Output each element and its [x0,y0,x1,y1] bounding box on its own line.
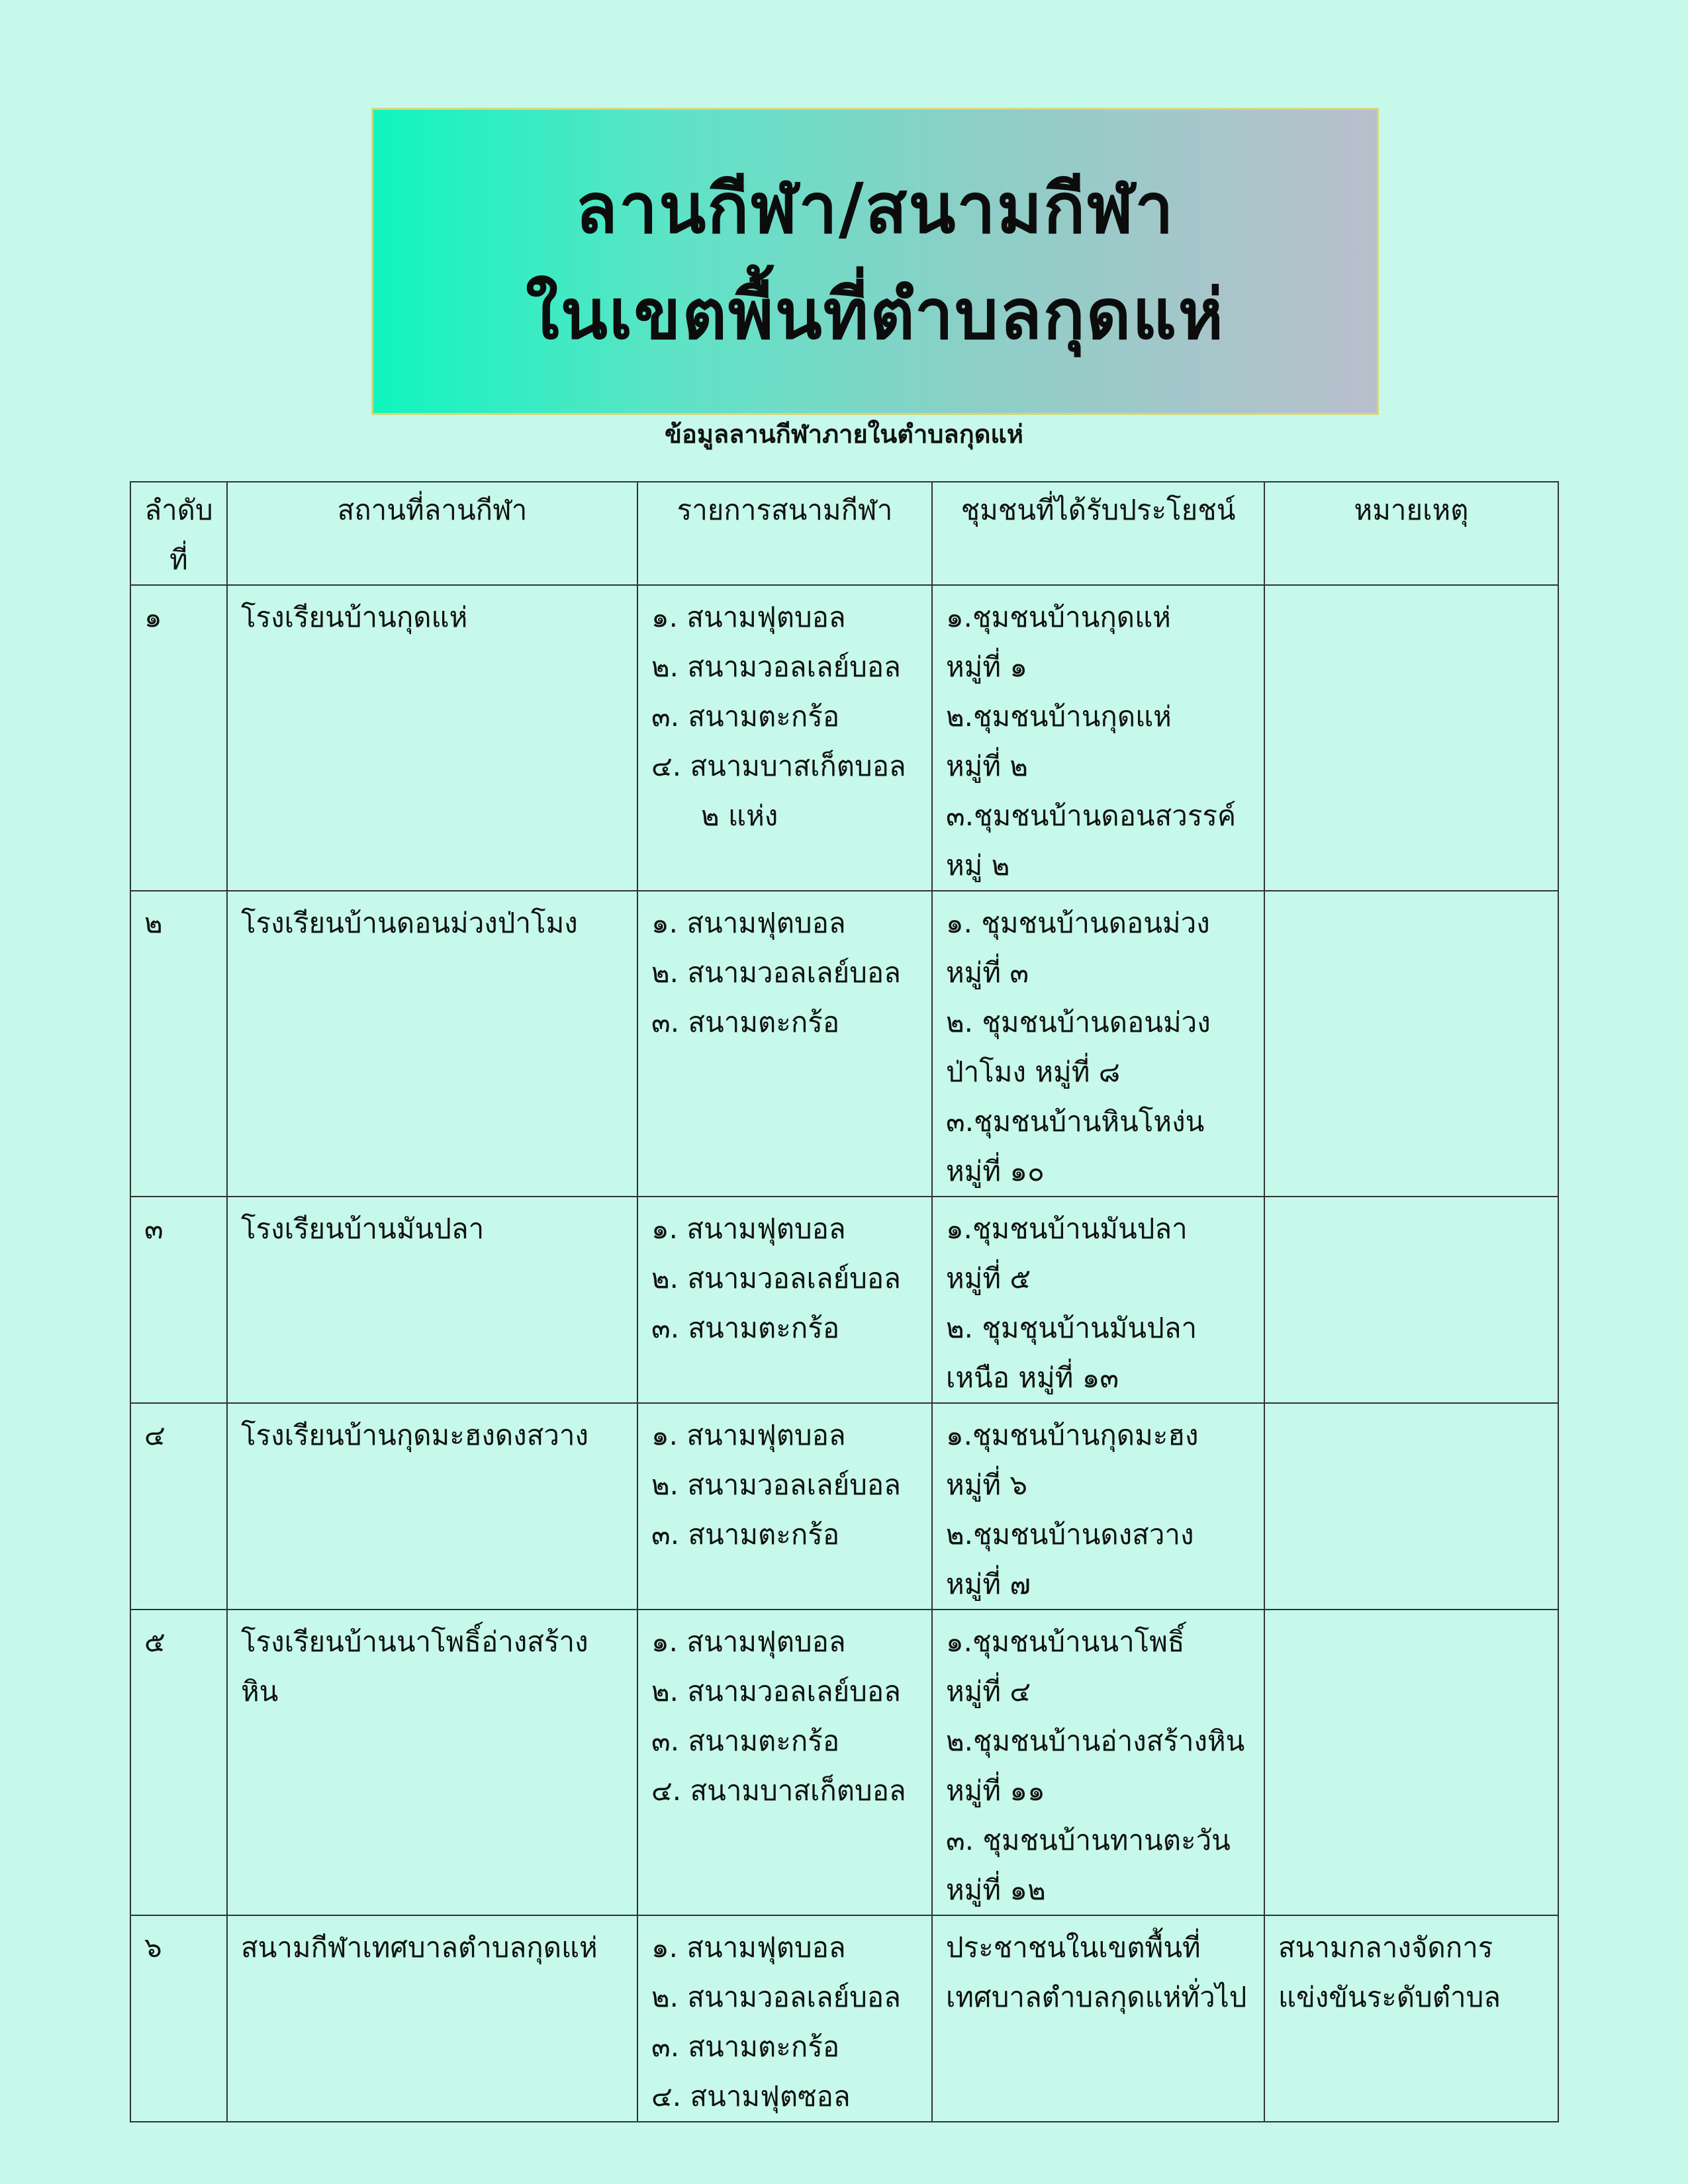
field-item: ๔. สนามบาสเก็ตบอล [651,750,906,782]
community-line: ๑.ชุมชนบ้านมันปลา [946,1212,1188,1245]
community-line: หมู่ที่ ๑๑ [946,1774,1045,1807]
community-line: ๑. ชุมชนบ้านดอนม่วง [946,907,1210,939]
remark-line: สนามกลางจัดการ [1278,1931,1493,1964]
cell-fields [637,1197,932,1403]
header-place: สถานที่ลานกีฬา [227,482,637,585]
field-item: ๓. สนามตะกร้อ [651,2030,840,2063]
header-remark: หมายเหตุ [1264,482,1558,585]
field-item: ๒. สนามวอลเลย์บอล [651,956,901,989]
community-line: ๒. ชุมชนบ้านดอนม่วง [946,1006,1211,1038]
cell-place: โรงเรียนบ้านมันปลา [227,1197,637,1403]
cell-no: ๓ [130,1197,227,1403]
cell-communities [932,1610,1264,1915]
sports-fields-table [130,481,1559,2122]
community-line: ๒. ชุมชุนบ้านมันปลา [946,1312,1197,1344]
cell-place: โรงเรียนบ้านกุดแห่ [227,585,637,891]
table-caption: ข้อมูลลานกีฬาภายในตำบลกุดแห่ [665,420,1023,449]
community-line: หมู่ที่ ๕ [946,1262,1031,1295]
table-row [130,1610,1558,1915]
cell-remark [1264,1403,1558,1610]
cell-remark [1264,1610,1558,1915]
cell-remark [1264,1915,1558,2122]
field-item: ๑. สนามฟุตบอล [651,1625,846,1658]
cell-fields [637,1403,932,1610]
table-header-row [130,482,1558,585]
cell-no: ๑ [130,585,227,891]
cell-place: สนามกีฬาเทศบาลตำบลกุดแห่ [227,1915,637,2122]
cell-remark [1264,585,1558,891]
community-line: ป่าโมง หมู่ที่ ๘ [946,1056,1121,1088]
community-line: เหนือ หมู่ที่ ๑๓ [946,1361,1119,1394]
community-line: ๒.ชุมชนบ้านอ่างสร้างหิน [946,1725,1245,1757]
field-item: ๒ แห่ง [701,799,778,832]
community-line: ๒.ชุมชนบ้านดงสวาง [946,1518,1194,1551]
cell-communities [932,1915,1264,2122]
cell-fields [637,1915,932,2122]
table-row [130,585,1558,891]
title-line-1: ลานกีฬา/สนามกีฬา [575,168,1175,249]
field-item: ๑. สนามฟุตบอล [651,1212,846,1245]
community-line: หมู่ที่ ๒ [946,750,1029,782]
cell-fields [637,891,932,1197]
cell-fields [637,585,932,891]
field-item: ๔. สนามฟุตซอล [651,2080,851,2113]
community-line: หมู่ที่ ๖ [946,1469,1028,1501]
field-item: ๒. สนามวอลเลย์บอล [651,651,901,683]
community-line: หมู่ ๒ [946,849,1010,882]
cell-place: โรงเรียนบ้านกุดมะฮงดงสวาง [227,1403,637,1610]
field-item: ๑. สนามฟุตบอล [651,1419,846,1451]
cell-no: ๕ [130,1610,227,1915]
field-item: ๒. สนามวอลเลย์บอล [651,1469,901,1501]
field-item: ๓. สนามตะกร้อ [651,700,840,733]
header-no: ลำดับที่ [130,482,227,585]
community-line: หมู่ที่ ๓ [946,956,1029,989]
field-item: ๓. สนามตะกร้อ [651,1518,840,1551]
table-row [130,1915,1558,2122]
field-item: ๒. สนามวอลเลย์บอล [651,1675,901,1707]
table-row [130,1197,1558,1403]
cell-remark [1264,1197,1558,1403]
community-line: ๓.ชุมชนบ้านดอนสวรรค์ [946,799,1237,832]
community-line: เทศบาลตำบลกุดแห่ทั่วไป [946,1981,1247,2013]
cell-communities [932,585,1264,891]
title-banner [371,108,1379,415]
title-line-2: ในเขตพื้นที่ตำบลกุดแห่ [525,274,1225,355]
community-line: ๒.ชุมชนบ้านกุดแห่ [946,700,1172,733]
community-line: ๑.ชุมชนบ้านกุดมะฮง [946,1419,1199,1451]
field-item: ๓. สนามตะกร้อ [651,1725,840,1757]
field-item: ๒. สนามวอลเลย์บอล [651,1262,901,1295]
cell-place: โรงเรียนบ้านดอนม่วงป่าโมง [227,891,637,1197]
table-row [130,1403,1558,1610]
community-line: หมู่ที่ ๑๒ [946,1874,1046,1906]
field-item: ๓. สนามตะกร้อ [651,1006,840,1038]
table-row [130,891,1558,1197]
community-line: หมู่ที่ ๗ [946,1568,1031,1600]
community-line: หมู่ที่ ๑ [946,651,1028,683]
cell-no: ๒ [130,891,227,1197]
cell-no: ๔ [130,1403,227,1610]
cell-place: โรงเรียนบ้านนาโพธิ์อ่างสร้างหิน [227,1610,637,1915]
community-line: ประชาชนในเขตพื้นที่ [946,1931,1201,1964]
community-line: ๑.ชุมชนบ้านนาโพธิ์ [946,1625,1185,1658]
cell-communities [932,1197,1264,1403]
field-item: ๑. สนามฟุตบอล [651,907,846,939]
field-item: ๔. สนามบาสเก็ตบอล [651,1774,906,1807]
remark-line: แข่งขันระดับตำบล [1278,1981,1501,2013]
field-item: ๒. สนามวอลเลย์บอล [651,1981,901,2013]
cell-remark [1264,891,1558,1197]
header-fields: รายการสนามกีฬา [637,482,932,585]
cell-communities [932,891,1264,1197]
community-line: ๓. ชุมชนบ้านทานตะวัน [946,1824,1231,1856]
community-line: ๓.ชุมชนบ้านหินโหง่น [946,1105,1205,1138]
field-item: ๑. สนามฟุตบอล [651,601,846,633]
community-line: หมู่ที่ ๔ [946,1675,1031,1707]
cell-fields [637,1610,932,1915]
community-line: ๑.ชุมชนบ้านกุดแห่ [946,601,1171,633]
cell-no: ๖ [130,1915,227,2122]
field-item: ๑. สนามฟุตบอล [651,1931,846,1964]
header-communities: ชุมชนที่ได้รับประโยชน์ [932,482,1264,585]
community-line: หมู่ที่ ๑๐ [946,1155,1045,1187]
cell-communities [932,1403,1264,1610]
field-item: ๓. สนามตะกร้อ [651,1312,840,1344]
